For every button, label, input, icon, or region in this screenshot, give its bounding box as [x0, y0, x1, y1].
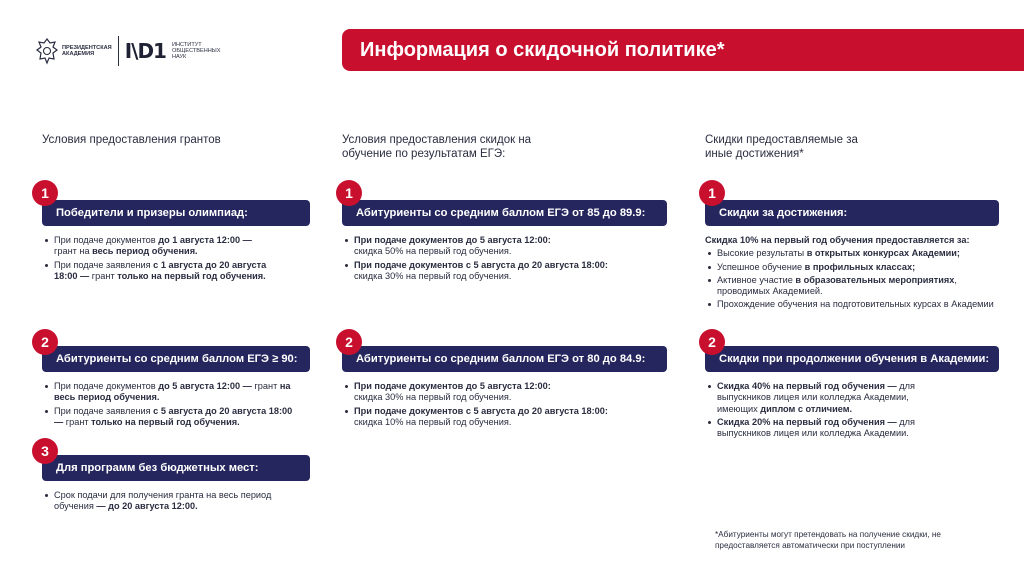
list-item: При подаче документов до 5 августа 12:00: скидка 30% на первый год обучения. [342, 381, 662, 404]
list-item: Активное участие в образовательных мероприятиях, проводимых Академией. [705, 275, 997, 298]
other-label-1: Скидки за достижения: [705, 200, 999, 226]
list-item: При подаче документов до 1 августа 12:00 — грант на весь период обучения. [42, 235, 272, 258]
grants-list-1 [42, 235, 272, 284]
grants-list-2 [42, 381, 302, 430]
ege-list-1 [342, 235, 662, 284]
other-number-2: 2 [699, 329, 725, 355]
coat-of-arms-icon [36, 37, 58, 65]
other-label-2: Скидки при продолжении обучения в Академии: [705, 346, 999, 372]
ege-number-2: 2 [336, 329, 362, 355]
grants-list-3 [42, 490, 282, 515]
list-item: При подаче документов до 5 августа 12:00 — грант на весь период обучения. [42, 381, 302, 404]
list-item: Высокие результаты в открытых конкурсах Академии; [705, 248, 997, 259]
list-item: Прохождение обучения на подготовительных курсах в Академии [705, 299, 997, 310]
ege-heading: Условия предоставления скидок на обучение по результатам ЕГЭ: [342, 134, 532, 160]
page-title: Информация о скидочной политике* [360, 38, 725, 61]
logo [36, 34, 220, 68]
grants-label-2: Абитуриенты со средним баллом ЕГЭ ≥ 90: [42, 346, 310, 372]
ege-number-1: 1 [336, 180, 362, 206]
footnote: *Абитуриенты могут претендовать на получение скидки, не предоставляется автоматически при поступлении [715, 530, 941, 550]
logo-institute-text: ИНСТИТУТ ОБЩЕСТВЕННЫХ НАУК [171, 41, 221, 61]
list-item: Успешное обучение в профильных классах; [705, 262, 997, 273]
logo-academy-text: ПРЕЗИДЕНТСКАЯ АКАДЕМИЯ [62, 44, 112, 57]
list-item: Срок подачи для получения гранта на весь период обучения — до 20 августа 12:00. [42, 490, 282, 513]
ege-list-2 [342, 381, 662, 430]
other-number-1: 1 [699, 180, 725, 206]
other-intro: Скидка 10% на первый год обучения предоставляется за: [705, 235, 970, 245]
ege-label-1: Абитуриенты со средним баллом ЕГЭ от 85 до 89.9: [342, 200, 667, 226]
list-item: При подаче заявления с 5 августа до 20 августа 18:00 — грант только на первый год обучения. [42, 406, 302, 429]
logo-mark: I\D1 [124, 39, 166, 63]
other-heading: Скидки предоставляемые за иные достижения* [705, 134, 858, 160]
list-item: При подаче документов с 5 августа до 20 августа 18:00: скидка 10% на первый год обучения. [342, 406, 662, 429]
list-item: Скидка 40% на первый год обучения — для выпускников лицея или колледжа Академии, имеющих диплом с отличием. [705, 381, 950, 415]
grants-label-1: Победители и призеры олимпиад: [42, 200, 310, 226]
list-item: При подаче документов до 5 августа 12:00: скидка 50% на первый год обучения. [342, 235, 662, 258]
list-item: При подаче заявления с 1 августа до 20 августа 18:00 — грант только на первый год обучения. [42, 260, 272, 283]
grants-number-1: 1 [32, 180, 58, 206]
other-list-1 [705, 235, 997, 313]
grants-label-3: Для программ без бюджетных мест: [42, 455, 310, 481]
ege-label-2: Абитуриенты со средним баллом ЕГЭ от 80 до 84.9: [342, 346, 667, 372]
logo-divider [118, 36, 119, 66]
list-item: Скидка 20% на первый год обучения — для выпускников лицея или колледжа Академии. [705, 417, 950, 440]
grants-number-3: 3 [32, 438, 58, 464]
list-item: При подаче документов с 5 августа до 20 августа 18:00: скидка 30% на первый год обучения. [342, 260, 662, 283]
grants-number-2: 2 [32, 329, 58, 355]
other-list-2 [705, 381, 950, 441]
title-bar [342, 29, 1024, 71]
grants-heading: Условия предоставления грантов [42, 134, 221, 146]
